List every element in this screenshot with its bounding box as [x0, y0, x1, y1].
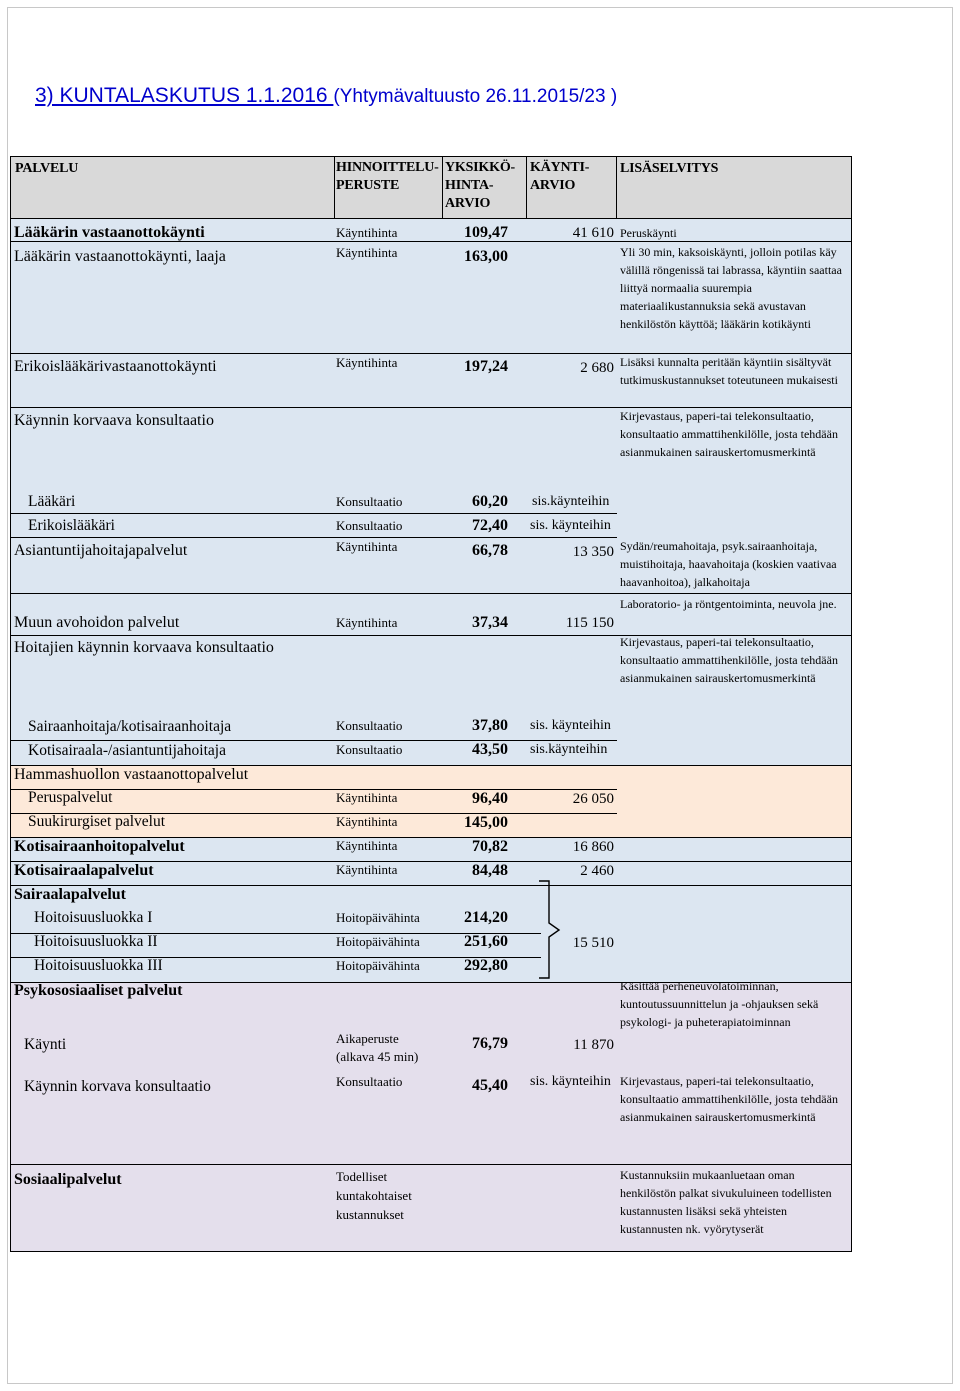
pricing-basis: Aikaperuste (alkava 45 min)	[336, 1031, 419, 1064]
unit-price: 84,48	[472, 862, 508, 879]
header-divider	[442, 157, 443, 219]
unit-price: 66,78	[472, 542, 508, 559]
pricing-basis: Todelliset kuntakohtaiset kustannukset	[336, 1169, 412, 1222]
pricing-basis: Käyntihinta	[336, 225, 398, 240]
unit-price: 70,82	[472, 838, 508, 855]
pricing-basis: Käyntihinta	[336, 862, 398, 877]
row-divider	[11, 218, 851, 219]
section-heading: Hammashuollon vastaanottopalvelut	[14, 766, 249, 783]
visit-estimate: 2 680	[580, 360, 614, 376]
visit-estimate: 2 460	[580, 863, 614, 879]
pricing-basis: Konsultaatio	[336, 518, 403, 533]
pricing-basis: Konsultaatio	[336, 1074, 403, 1089]
section-heading: Psykososiaaliset palvelut	[14, 982, 183, 999]
visit-estimate: 13 350	[572, 544, 614, 560]
unit-price: 60,20	[472, 493, 508, 510]
service-name: Asiantuntijahoitajapalvelut	[14, 542, 188, 559]
header-divider	[616, 157, 617, 219]
unit-price: 145,00	[464, 814, 508, 831]
pricing-basis: Käyntihinta	[336, 355, 398, 370]
unit-price: 163,00	[464, 248, 508, 265]
header-divider	[334, 157, 335, 219]
note: Kirjevastaus, paperi-tai telekonsultaatio, konsultaatio ammattihenkilölle, josta tehdään asianmukainen sairauskertomusmerkintä	[620, 409, 838, 459]
service-name: Erikoislääkärivastaanottokäynti	[14, 358, 217, 375]
note: Sydän/reumahoitaja, psyk.sairaanhoitaja, muistihoitaja, haavahoitaja (koskien vaativaa haavanhoitoa), jalkahoitaja	[620, 539, 837, 589]
service-name: Hoitoisuusluokka III	[34, 957, 163, 974]
row-divider	[11, 593, 851, 594]
visit-estimate: 41 610	[572, 225, 614, 241]
visit-estimate: sis. käynteihin	[530, 1074, 611, 1089]
service-name: Hoitoisuusluokka II	[34, 933, 158, 950]
pricing-basis: Hoitopäivähinta	[336, 934, 420, 949]
service-name: Kotisairaala-/asiantuntijahoitaja	[28, 742, 226, 759]
unit-price: 76,79	[472, 1035, 508, 1052]
pricing-basis: Konsultaatio	[336, 494, 403, 509]
note: Kirjevastaus, paperi-tai telekonsultaatio, konsultaatio ammattihenkilölle, josta tehdään asianmukainen sairauskertomusmerkintä	[620, 1074, 838, 1124]
unit-price: 43,50	[472, 741, 508, 758]
note: Yli 30 min, kaksoiskäynti, jolloin potilas käy välillä röngenissä tai labrassa, käyntiin saattaa liittyä normaalia suurempia materiaalikustannuksia sekä avustavan henkilöstön käyttöä; lääkärin kotikäynti	[620, 245, 842, 331]
pricing-basis: Käyntihinta	[336, 814, 398, 829]
row-divider	[11, 1164, 851, 1165]
pricing-basis: Konsultaatio	[336, 742, 403, 757]
header-kayntiarvio: KÄYNTI- ARVIO	[530, 160, 590, 193]
unit-price: 197,24	[464, 358, 508, 375]
visit-estimate: 26 050	[572, 791, 614, 807]
visit-estimate: sis.käynteihin	[532, 494, 610, 509]
pricing-basis: Konsultaatio	[336, 718, 403, 733]
service-name: Lääkärin vastaanottokäynti, laaja	[14, 248, 226, 265]
service-name: Peruspalvelut	[28, 789, 113, 806]
service-name: Muun avohoidon palvelut	[14, 614, 180, 631]
unit-price: 96,40	[472, 790, 508, 807]
pricing-basis: Käyntihinta	[336, 838, 398, 853]
page-title	[35, 84, 617, 108]
note: Käsittää perheneuvolatoiminnan, kuntoutussuunnittelun ja -ohjauksen sekä psykologi- ja puheterapiatoiminnan	[620, 979, 819, 1029]
service-name: Suukirurgiset palvelut	[28, 813, 166, 830]
service-name: Käynnin korvava konsultaatio	[24, 1078, 211, 1095]
row-divider	[11, 537, 617, 538]
pricing-basis: Hoitopäivähinta	[336, 910, 420, 925]
pricing-basis: Käyntihinta	[336, 790, 398, 805]
visit-estimate: sis.käynteihin	[530, 742, 608, 757]
visit-estimate: 11 870	[573, 1037, 614, 1053]
service-name: Hoitoisuusluokka I	[34, 909, 153, 926]
service-name: Sairaanhoitaja/kotisairaanhoitaja	[28, 718, 232, 735]
row-divider	[11, 513, 617, 514]
note: Peruskäynti	[620, 226, 677, 240]
service-name: Hoitajien käynnin korvaava konsultaatio	[14, 639, 274, 656]
unit-price: 37,34	[472, 614, 508, 631]
unit-price: 109,47	[464, 224, 508, 241]
billing-table	[10, 156, 852, 1252]
row-divider	[11, 740, 617, 741]
pricing-basis: Käyntihinta	[336, 615, 398, 630]
visit-estimate: 15 510	[572, 935, 614, 951]
note: Lisäksi kunnalta peritään käyntiin sisältyvät tutkimuskustannukset toteutuneen mukaisesti	[620, 355, 838, 387]
service-name: Kotisairaanhoitopalvelut	[14, 838, 185, 855]
unit-price: 292,80	[464, 957, 508, 974]
header-lisaselvitys: LISÄSELVITYS	[620, 161, 719, 176]
header-yksikkohinta: YKSIKKÖ- HINTA- ARVIO	[445, 160, 515, 211]
bracket-icon	[521, 879, 571, 981]
pricing-basis: Hoitopäivähinta	[336, 958, 420, 973]
service-name: Lääkärin vastaanottokäynti	[14, 224, 205, 241]
row-divider	[11, 885, 851, 886]
visit-estimate: sis. käynteihin	[530, 718, 611, 733]
visit-estimate: 115 150	[565, 615, 614, 631]
header-divider	[526, 157, 527, 219]
service-name: Kotisairaalapalvelut	[14, 862, 154, 879]
pricing-basis: Käyntihinta	[336, 539, 398, 554]
unit-price: 214,20	[464, 909, 508, 926]
service-name: Käynnin korvaava konsultaatio	[14, 412, 214, 429]
unit-price: 72,40	[472, 517, 508, 534]
unit-price: 37,80	[472, 717, 508, 734]
unit-price: 45,40	[472, 1077, 508, 1094]
header-palvelu: PALVELU	[15, 161, 79, 176]
visit-estimate: 16 860	[572, 839, 614, 855]
pricing-basis: Käyntihinta	[336, 245, 398, 260]
title-reference: (Yhtymävaltuusto 26.11.2015/23 )	[333, 86, 618, 107]
section-heading: Sosiaalipalvelut	[14, 1171, 122, 1188]
visit-estimate: sis. käynteihin	[530, 518, 611, 533]
header-hinnoitteluperuste: HINNOITTELU- PERUSTE	[336, 160, 439, 193]
title-main: 3) KUNTALASKUTUS 1.1.2016	[35, 84, 334, 107]
note: Kustannuksiin mukaanluetaan oman henkilöstön palkat sivukuluineen todellisten kustannusten lisäksi sekä yhteisten kustannusten nk. vyörytyserät	[620, 1168, 832, 1236]
unit-price: 251,60	[464, 933, 508, 950]
note: Laboratorio- ja röntgentoiminta, neuvola jne.	[620, 597, 837, 611]
service-name: Erikoislääkäri	[28, 517, 115, 534]
note: Kirjevastaus, paperi-tai telekonsultaatio, konsultaatio ammattihenkilölle, josta tehdään asianmukainen sairauskertomusmerkintä	[620, 635, 838, 685]
service-name: Käynti	[24, 1036, 67, 1053]
service-name: Lääkäri	[28, 493, 76, 510]
section-heading: Sairaalapalvelut	[14, 886, 127, 903]
